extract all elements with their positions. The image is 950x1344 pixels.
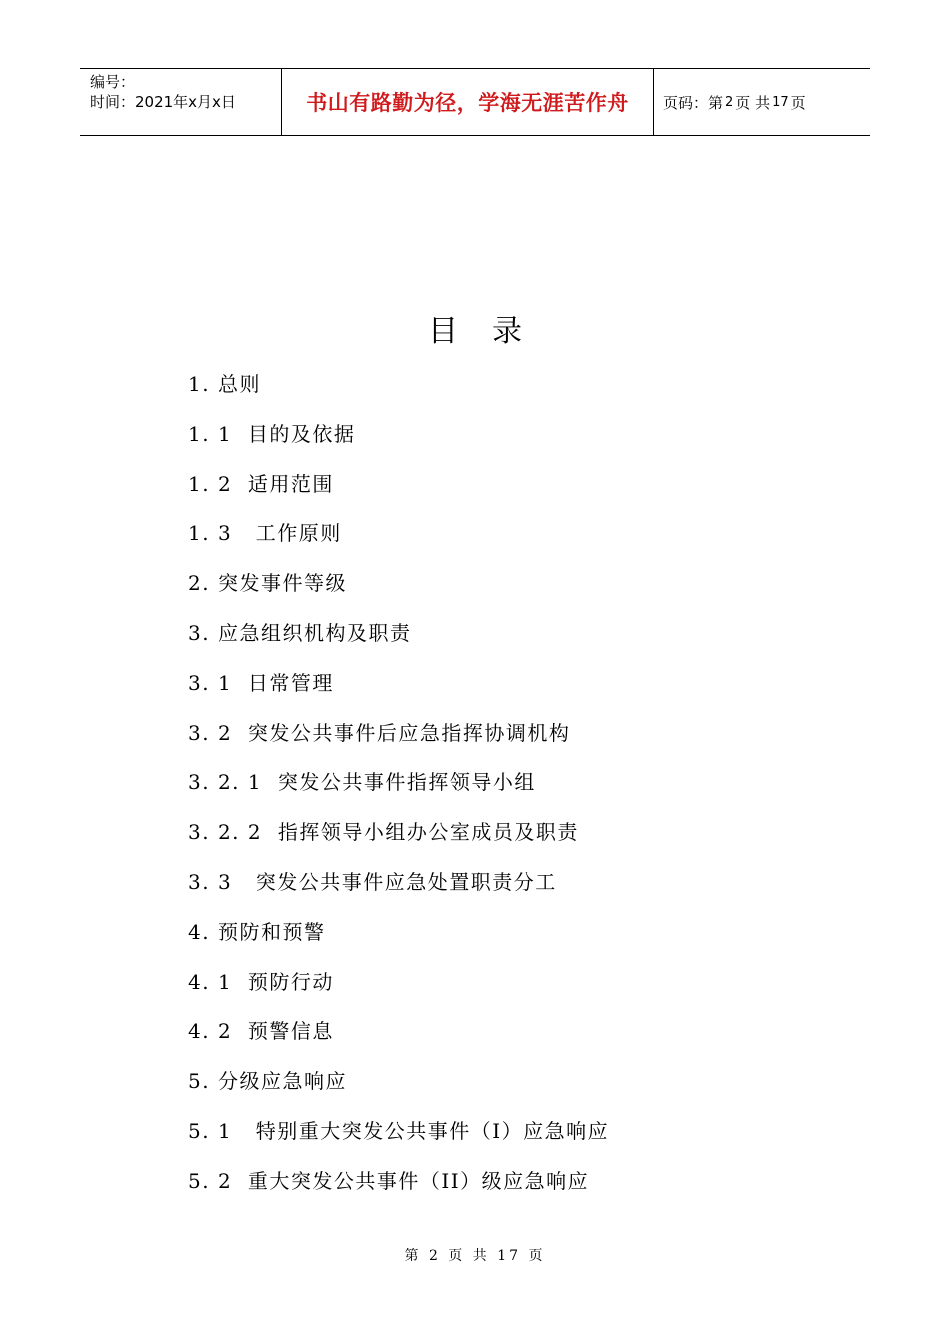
table-of-contents	[188, 364, 609, 1211]
page-prefix: 页码：第	[663, 93, 724, 112]
toc-item: 3. 2. 2 指挥领导小组办公室成员及职责	[188, 820, 579, 845]
toc-title: 目录	[428, 314, 556, 349]
toc-item: 3. 3 突发公共事件应急处置职责分工	[188, 869, 557, 894]
toc-item: 5. 2 重大突发公共事件（II）级应急响应	[188, 1168, 590, 1193]
toc-item: 5. 分级应急响应	[188, 1069, 347, 1094]
toc-item: 1. 2 适用范围	[188, 471, 334, 496]
header-meta	[80, 69, 282, 135]
toc-item: 1. 总则	[188, 372, 261, 396]
toc-item: 5. 1 特别重大突发公共事件（I）应急响应	[188, 1118, 610, 1143]
page-current: 2	[725, 94, 734, 110]
page-total: 17	[772, 94, 789, 110]
header-motto: 书山有路勤为径，学海无涯苦作舟	[282, 69, 654, 135]
serial-label: 编号：	[90, 73, 136, 91]
toc-item: 3. 1 日常管理	[188, 670, 334, 695]
toc-item: 4. 1 预防行动	[188, 969, 334, 994]
toc-item: 3. 应急组织机构及职责	[188, 620, 412, 645]
toc-item: 1. 3 工作原则	[188, 521, 342, 546]
time-label: 时间：2021年x月x日	[90, 93, 236, 111]
toc-item: 2. 突发事件等级	[188, 571, 347, 596]
page-footer: 第 2 页 共 17 页	[404, 1248, 546, 1264]
toc-item: 1. 1 目的及依据	[188, 421, 356, 446]
page-suffix: 页	[790, 93, 806, 112]
toc-item: 3. 2. 1 突发公共事件指挥领导小组	[188, 770, 536, 795]
header-page-number	[654, 69, 870, 135]
page-header	[80, 68, 870, 136]
toc-item: 3. 2 突发公共事件后应急指挥协调机构	[188, 720, 571, 745]
toc-item: 4. 预防和预警	[188, 919, 326, 944]
page-mid: 页 共	[735, 93, 771, 112]
toc-item: 4. 2 预警信息	[188, 1019, 334, 1044]
